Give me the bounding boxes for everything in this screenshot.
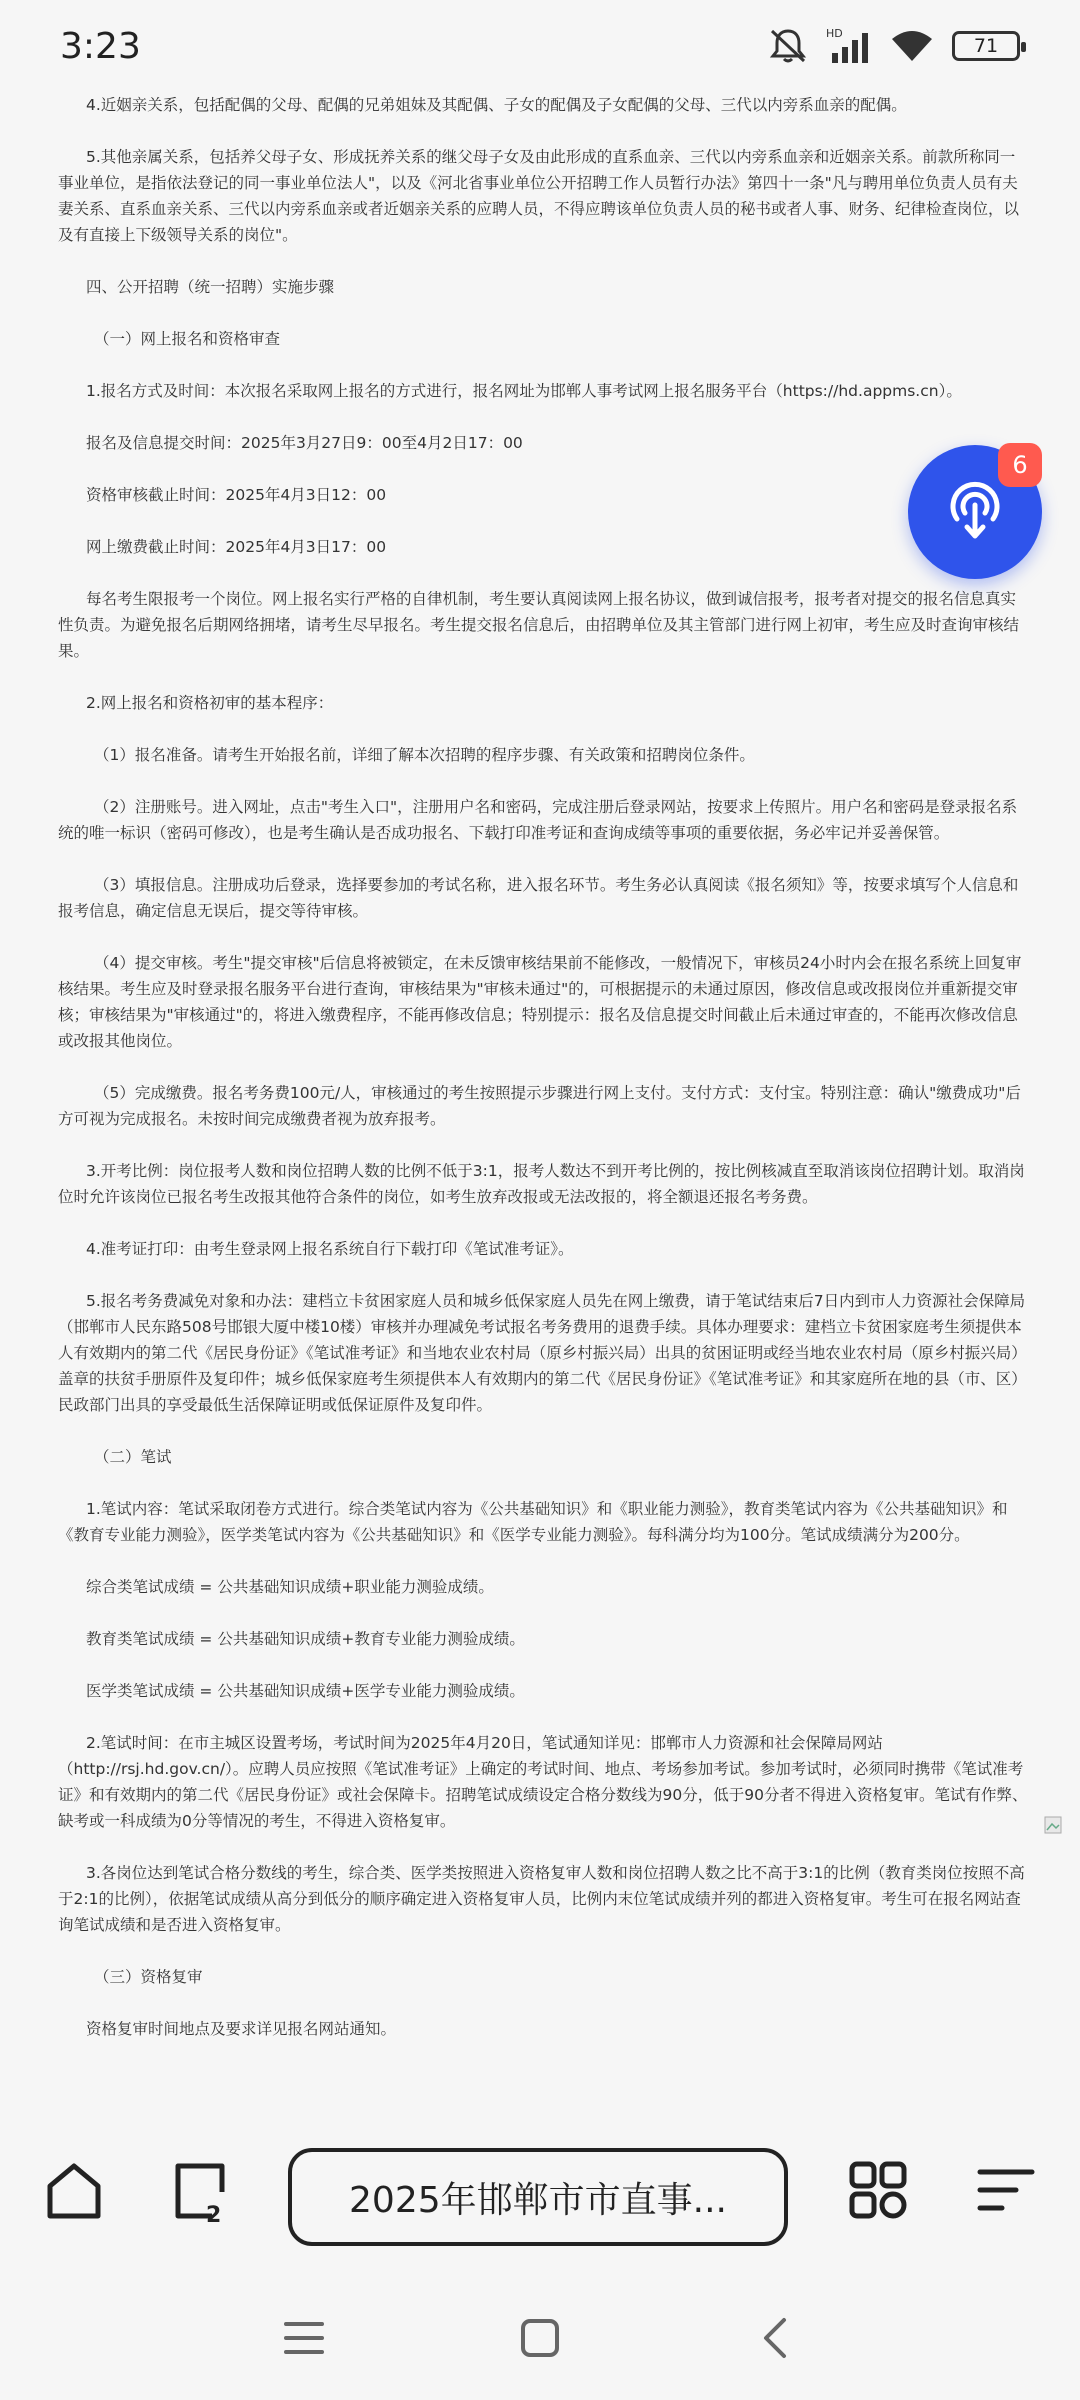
battery-icon (952, 31, 1020, 61)
subsection-heading: （二）笔试 (94, 1448, 172, 1466)
home-icon (42, 2158, 106, 2226)
article-paragraph: （2）注册账号。进入网址，点击"考生入口"，注册用户名和密码，完成注册后登录网站，按要求上传照片。用户名和密码是登录报名系统的唯一标识（密码可修改），也是考生确认是否成功报名、下载打印准考证和查询成绩等事项的重要依据，务必牢记并妥善保管。 (58, 798, 1018, 842)
article-paragraph: 3.开考比例：岗位报考人数和岗位招聘人数的比例不低于3:1，报考人数达不到开考比例的，按比例核减直至取消该岗位招聘计划。取消岗位时允许该岗位已报名考生改报其他符合条件的岗位，如考生放弃改报或无法改报的，将全额退还报名考务费。 (58, 1162, 1025, 1206)
article-paragraph: 综合类笔试成绩 = 公共基础知识成绩+职业能力测验成绩。 (86, 1578, 494, 1596)
article-paragraph: 3.各岗位达到笔试合格分数线的考生，综合类、医学类按照进入资格复审人数和岗位招聘人数之比不高于3:1的比例（教育类岗位按照不高于2:1的比例），依据笔试成绩从高分到低分的顺序确定进入资格复审人员，比例内末位笔试成绩并列的都进入资格复审。考生可在报名网站查询笔试成绩和是否进入资格复审。 (58, 1864, 1025, 1934)
back-icon (756, 2316, 796, 2364)
article-paragraph: 5.其他亲属关系，包括养父母子女、形成抚养关系的继父母子女及由此形成的直系血亲、三代以内旁系血亲和近姻亲关系。前款所称同一事业单位，是指依法登记的同一事业单位法人"，以及《河北省事业单位公开招聘工作人员暂行办法》第四十一条"凡与聘用单位负责人员有夫妻关系、直系血亲关系、三代以内旁系血亲或者近姻亲关系的应聘人员，不得应聘该单位负责人员的秘书或者人事、财务、纪律检查岗位，以及有直接上下级领导关系的岗位"。 (58, 148, 1020, 244)
article-paragraph: （5）完成缴费。报名考务费100元/人，审核通过的考生按照提示步骤进行网上支付。支付方式：支付宝。特别注意：确认"缴费成功"后方可视为完成报名。未按时间完成缴费者视为放弃报考。 (58, 1084, 1021, 1128)
apps-button[interactable] (838, 2152, 918, 2232)
article-paragraph: 1.报名方式及时间：本次报名采取网上报名的方式进行，报名网址为邯郸人事考试网上报名服务平台（https://hd.appms.cn）。 (86, 382, 962, 400)
menu-button[interactable] (966, 2152, 1046, 2232)
article-paragraph: 2.笔试时间：在市主城区设置考场，考试时间为2025年4月20日，笔试通知详见：邯郸市人力资源和社会保障局网站（http://rsj.hd.gov.cn/）。应聘人员应按照《笔试准考证》上确定的考试时间、地点、考场参加考试。参加考试时，必须同时携带《笔试准考证》和有效期内的第二代《居民身份证》或社会保障卡。招聘笔试成绩设定合格分数线为90分，低于90分者不得进入资格复审。笔试有作弊、缺考或一科成绩为0分等情况的考生，不得进入资格复审。 (58, 1734, 1028, 1830)
hamburger-icon (282, 2318, 326, 2362)
square-icon (519, 2317, 561, 2363)
notification-badge: 6 (998, 443, 1042, 487)
menu-icon (974, 2158, 1038, 2226)
home-nav-button[interactable] (510, 2310, 570, 2370)
broadcast-icon (943, 475, 1007, 549)
article-paragraph: （3）填报信息。注册成功后登录，选择要参加的考试名称，进入报名环节。考生务必认真阅读《报名须知》等，按要求填写个人信息和报考信息，确定信息无误后，提交等待审核。 (58, 876, 1019, 920)
article-paragraph: 5.报名考务费减免对象和办法：建档立卡贫困家庭人员和城乡低保家庭人员先在网上缴费，请于笔试结束后7日内到市人力资源社会保障局（邯郸市人民东路508号邯银大厦中楼10楼）审核并办理减免考试报名考务费用的退费手续。具体办理要求：建档立卡贫困家庭考生须提供本人有效期内的第二代《居民身份证》《笔试准考证》和当地农业农村局（原乡村振兴局）出具的贫困证明或经当地农业农村局（原乡村振兴局）盖章的扶贫手册原件及复印件；城乡低保家庭考生须提供本人有效期内的第二代《居民身份证》《笔试准考证》和其家庭所在地的县（市、区）民政部门出具的享受最低生活保障证明或低保证原件及复印件。 (58, 1292, 1027, 1414)
article-paragraph: 网上缴费截止时间：2025年4月3日17：00 (86, 538, 387, 556)
browser-toolbar (0, 2130, 1080, 2270)
article-paragraph: 资格复审时间地点及要求详见报名网站通知。 (86, 2020, 397, 2038)
article-paragraph: 医学类笔试成绩 = 公共基础知识成绩+医学专业能力测验成绩。 (86, 1682, 525, 1700)
system-nav-bar (0, 2280, 1080, 2400)
article-paragraph: 4.准考证打印：由考生登录网上报名系统自行下载打印《笔试准考证》。 (86, 1240, 574, 1258)
mute-icon (768, 27, 808, 65)
tab-count: 2 (206, 2203, 222, 2228)
status-time: 3:23 (60, 25, 141, 67)
network-label: HD (826, 27, 843, 40)
battery-level: 71 (973, 35, 999, 57)
subsection-heading: （一）网上报名和资格审查 (94, 330, 281, 348)
article-paragraph: 报名及信息提交时间：2025年3月27日9：00至4月2日17：00 (86, 434, 523, 452)
article-paragraph: （1）报名准备。请考生开始报名前，详细了解本次招聘的程序步骤、有关政策和招聘岗位条件。 (94, 746, 755, 764)
wifi-icon (890, 29, 934, 63)
back-button[interactable] (746, 2310, 806, 2370)
home-button[interactable] (34, 2152, 114, 2232)
section-heading: 四、公开招聘（统一招聘）实施步骤 (86, 278, 335, 296)
article-paragraph: 资格审核截止时间：2025年4月3日12：00 (86, 486, 387, 504)
tabs-button[interactable] (160, 2152, 240, 2232)
status-icons (768, 27, 1020, 65)
article-body (58, 92, 1030, 2068)
article-paragraph: 2.网上报名和资格初审的基本程序： (86, 694, 334, 712)
article-paragraph: 4.近姻亲关系，包括配偶的父母、配偶的兄弟姐妹及其配偶、子女的配偶及子女配偶的父母、三代以内旁系血亲的配偶。 (86, 96, 907, 114)
broken-image-icon (1044, 1816, 1062, 1834)
article-paragraph: 1.笔试内容：笔试采取闭卷方式进行。综合类笔试内容为《公共基础知识》和《职业能力测验》，教育类笔试内容为《公共基础知识》和《教育专业能力测验》，医学类笔试内容为《公共基础知识》和《医学专业能力测验》。每科满分均为100分。笔试成绩满分为200分。 (58, 1500, 1008, 1544)
article-paragraph: 教育类笔试成绩 = 公共基础知识成绩+教育专业能力测验成绩。 (86, 1630, 525, 1648)
article-paragraph: 每名考生限报考一个岗位。网上报名实行严格的自律机制，考生要认真阅读网上报名协议，做到诚信报考，报考者对提交的报名信息真实性负责。为避免报名后期网络拥堵，请考生尽早报名。考生提交报名信息后，由招聘单位及其主管部门进行网上初审，考生应及时查询审核结果。 (58, 590, 1020, 660)
grid-icon (846, 2158, 910, 2226)
article-paragraph: （4）提交审核。考生"提交审核"后信息将被锁定，在未反馈审核结果前不能修改，一般情况下，审核员24小时内会在报名系统上回复审核结果。考生应及时登录报名服务平台进行查询，审核结果为"审核未通过"的，可根据提示的未通过原因，修改信息或改报岗位并重新提交审核；审核结果为"审核通过"的，将进入缴费程序，不能再修改信息；特别提示：报名及信息提交时间截止后未通过审查的，不能再次修改信息或改报其他岗位。 (58, 954, 1022, 1050)
subsection-heading: （三）资格复审 (94, 1968, 203, 1986)
address-bar[interactable]: 2025年邯郸市市直事... (288, 2148, 788, 2246)
tabs-icon (168, 2158, 232, 2226)
recent-apps-button[interactable] (274, 2310, 334, 2370)
signal-icon (826, 27, 872, 65)
status-bar (0, 0, 1080, 92)
